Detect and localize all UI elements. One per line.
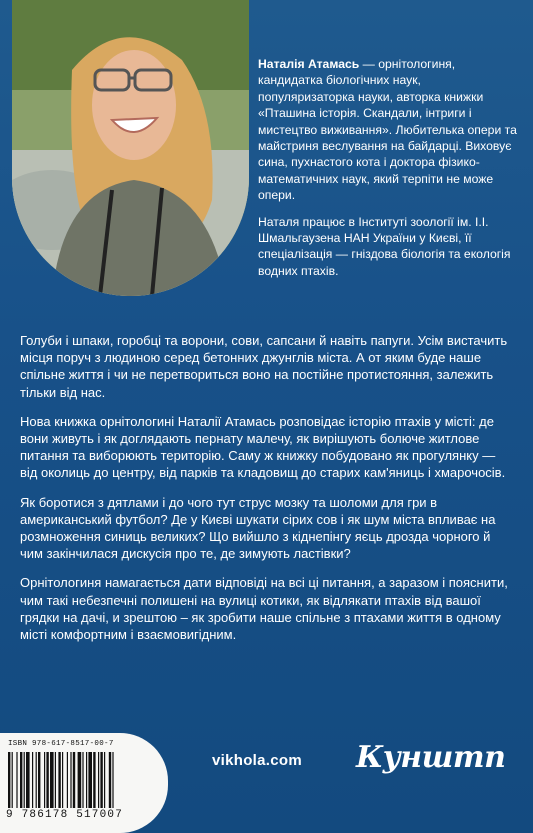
- bio-paragraph-1: [258, 56, 520, 204]
- publisher-website[interactable]: vikhola.com: [212, 752, 302, 769]
- author-photo-illustration: [12, 0, 249, 296]
- bio-paragraph-2: Наталя працює в Інституті зоології ім. І.І. Шмальгаузена НАН України у Києві, її спеціалізація — гніздова біологія та екологія водних птахів.: [258, 214, 511, 278]
- barcode-digits: 9 786178 517007: [6, 809, 124, 821]
- author-photo: [12, 0, 249, 296]
- description-paragraph-2: Нова книжка орнітологині Наталії Атамась розповідає історію птахів у місті: де вони живуть і як доглядають пернату малечу, як вирішують болюче житлове питання та виборюють територію. Саму ж книжку побудовано як прогулянку — від околиць до центру, від парків та кладовищ до старих кам'яниць і хмарочосів.: [20, 413, 506, 481]
- author-name: Наталія Атамась: [258, 57, 360, 71]
- bio-text: — орнітологиня, кандидатка біологічних наук, популяризаторка науки, авторка книжки «Пташина історія. Скандали, інтриги і мистецтво виживання». Любителька опери та майстриня веслування на байдарці. Виховує сина, пухнастого кота і доктора фізико-математичних наук, який терпіти не може опери.: [258, 57, 517, 203]
- barcode-panel: [0, 733, 168, 833]
- author-bio: [258, 56, 520, 289]
- isbn-label: ISBN 978-617-8517-00-7: [8, 740, 114, 748]
- publisher-logo: Кунштп: [356, 740, 506, 775]
- barcode-icon: [8, 752, 158, 808]
- description-paragraph-4: Орнітологиня намагається дати відповіді на всі ці питання, а заразом і пояснити, чим такі небезпечні полишені на вулиці котики, як відлякати птахів від вашої грядки на дачі, и зрештою – як зробити наше спільне з птахами життя в одному місті комфортним і взаємовигідним.: [20, 575, 508, 643]
- description-paragraph-3: Як боротися з дятлами і до чого тут струс мозку та шоломи для гри в американський футбол? Де у Києві шукати сірих сов і як шум міста впливає на розмноження синиць великих? Що вийшло з кіднепінгу яєць дрозда чорного й чим закінчилася дискусія про те, де зимують ластівки?: [20, 494, 496, 562]
- book-description: [20, 332, 516, 655]
- description-paragraph-1: Голуби і шпаки, горобці та ворони, сови, сапсани й навіть папуги. Усім вистачить місця поруч з людиною серед бетонних джунглів міста. А от яким буде наше спільне життя і чи не перетвориться воно на постійне протистояння, залежить тільки від нас.: [20, 333, 508, 400]
